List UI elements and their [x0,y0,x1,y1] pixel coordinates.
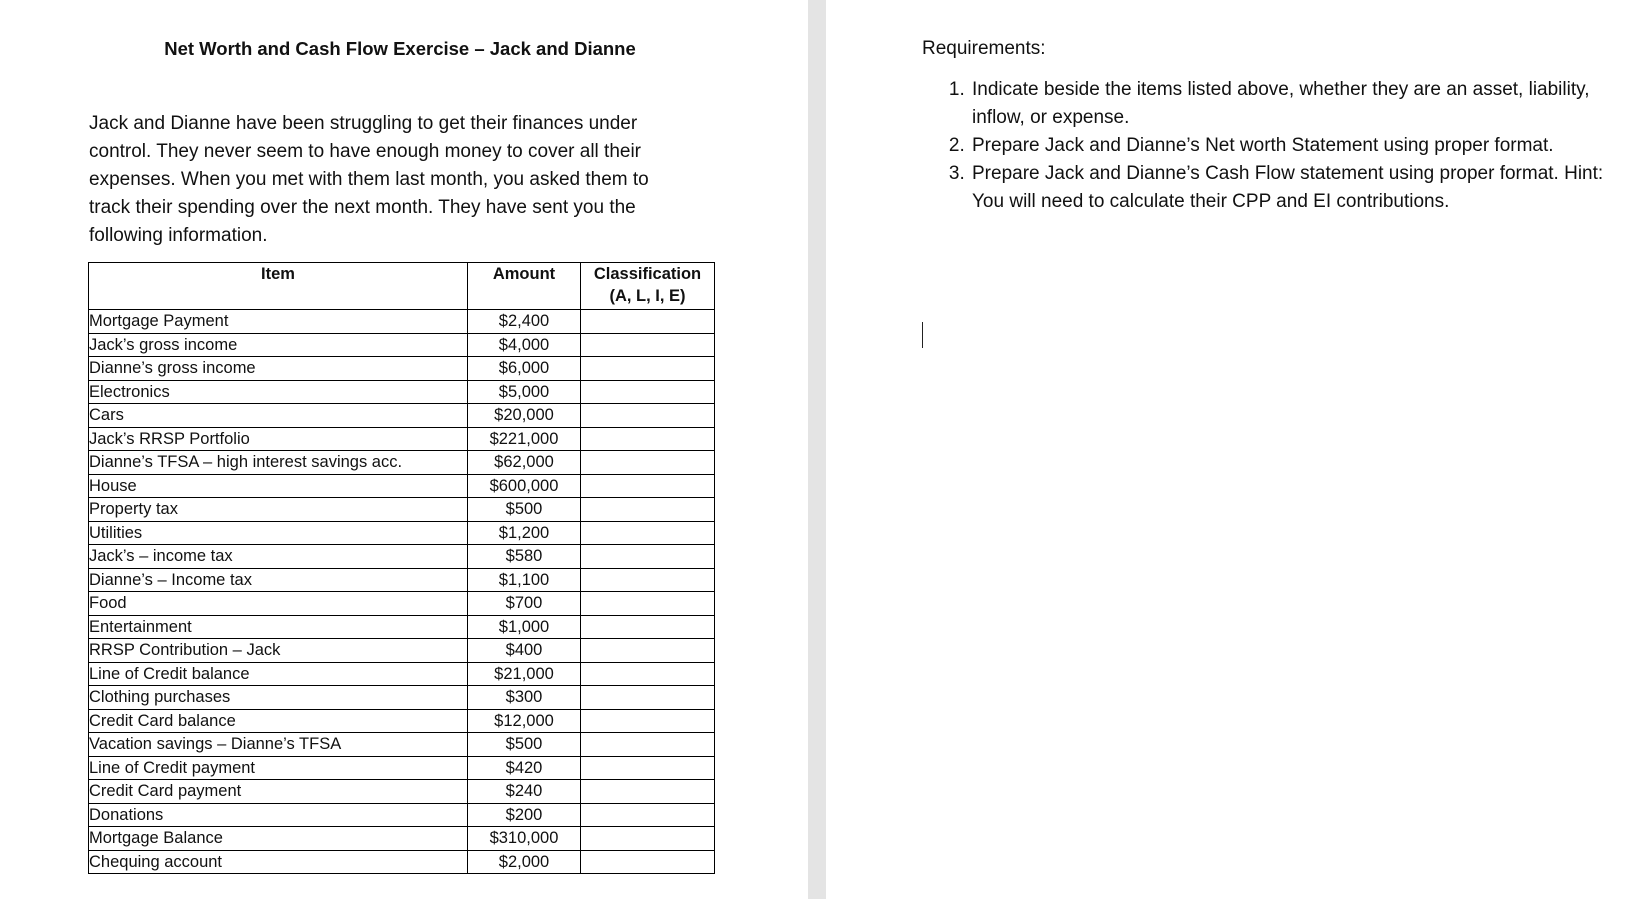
cell-classification[interactable] [581,451,715,475]
cell-classification[interactable] [581,427,715,451]
cell-item[interactable]: RRSP Contribution – Jack [89,639,468,663]
cell-amount[interactable]: $580 [468,545,581,569]
table-header-row [89,263,715,310]
items-table-body [89,310,715,874]
header-classification-line1: Classification [593,265,702,283]
cell-classification[interactable] [581,568,715,592]
cell-classification[interactable] [581,850,715,874]
table-row [89,803,715,827]
cell-classification[interactable] [581,733,715,757]
cell-amount[interactable]: $12,000 [468,709,581,733]
cell-amount[interactable]: $20,000 [468,404,581,428]
header-classification[interactable] [581,263,715,310]
cell-amount[interactable]: $2,000 [468,850,581,874]
text-cursor [922,322,923,348]
table-row [89,333,715,357]
cell-amount[interactable]: $6,000 [468,357,581,381]
table-row [89,639,715,663]
cell-amount[interactable]: $500 [468,733,581,757]
cell-item[interactable]: Dianne’s – Income tax [89,568,468,592]
cell-item[interactable]: Credit Card payment [89,780,468,804]
requirement-item-2[interactable]: 2. Prepare Jack and Dianne’s Net worth Statement using proper format. [970,132,1610,160]
cell-amount[interactable]: $5,000 [468,380,581,404]
cell-amount[interactable]: $1,100 [468,568,581,592]
cell-item[interactable]: Cars [89,404,468,428]
cell-item[interactable]: Jack’s gross income [89,333,468,357]
cell-item[interactable]: Credit Card balance [89,709,468,733]
cell-classification[interactable] [581,780,715,804]
cell-classification[interactable] [581,498,715,522]
requirements-heading[interactable]: Requirements: [922,38,1046,59]
cell-classification[interactable] [581,756,715,780]
cell-classification[interactable] [581,545,715,569]
table-row [89,545,715,569]
cell-item[interactable]: Donations [89,803,468,827]
cell-classification[interactable] [581,474,715,498]
cell-classification[interactable] [581,404,715,428]
cell-item[interactable]: Clothing purchases [89,686,468,710]
document-page-left [0,0,808,899]
cell-classification[interactable] [581,310,715,334]
cell-amount[interactable]: $300 [468,686,581,710]
cell-classification[interactable] [581,333,715,357]
cell-classification[interactable] [581,380,715,404]
cell-item[interactable]: Mortgage Balance [89,827,468,851]
table-row [89,568,715,592]
cell-item[interactable]: Dianne’s TFSA – high interest savings acc. [89,451,468,475]
cell-amount[interactable]: $310,000 [468,827,581,851]
requirements-list [922,76,1610,216]
intro-paragraph[interactable]: Jack and Dianne have been struggling to get their finances under control. They never seem to have enough money to cover all their expenses. When you met with them last month, you asked them to track their spending over the next month. They have sent you the following information. [89,113,649,246]
table-row [89,733,715,757]
table-row [89,827,715,851]
cell-item[interactable]: Property tax [89,498,468,522]
table-row [89,427,715,451]
table-row [89,780,715,804]
cell-amount[interactable]: $4,000 [468,333,581,357]
cell-classification[interactable] [581,709,715,733]
cell-amount[interactable]: $500 [468,498,581,522]
cell-amount[interactable]: $600,000 [468,474,581,498]
cell-amount[interactable]: $240 [468,780,581,804]
cell-item[interactable]: Line of Credit balance [89,662,468,686]
requirement-item-3[interactable]: 3. Prepare Jack and Dianne’s Cash Flow statement using proper format. Hint: You will need to calculate their CPP and EI contributions. [970,160,1610,216]
cell-amount[interactable]: $420 [468,756,581,780]
header-amount[interactable]: Amount [468,263,581,310]
cell-item[interactable]: Food [89,592,468,616]
cell-amount[interactable]: $200 [468,803,581,827]
header-item[interactable]: Item [89,263,468,310]
table-row [89,686,715,710]
cell-amount[interactable]: $21,000 [468,662,581,686]
table-row [89,709,715,733]
table-row [89,310,715,334]
cell-item[interactable]: Chequing account [89,850,468,874]
cell-item[interactable]: Dianne’s gross income [89,357,468,381]
table-row [89,380,715,404]
cell-amount[interactable]: $62,000 [468,451,581,475]
table-row [89,451,715,475]
cell-amount[interactable]: $221,000 [468,427,581,451]
cell-classification[interactable] [581,357,715,381]
requirement-item-1[interactable]: 1. Indicate beside the items listed above, whether they are an asset, liability, inflow, or expense. [970,76,1610,132]
page-gutter [808,0,826,899]
cell-item[interactable]: Line of Credit payment [89,756,468,780]
table-row [89,592,715,616]
table-row [89,615,715,639]
cell-item[interactable]: Utilities [89,521,468,545]
cell-item[interactable]: Entertainment [89,615,468,639]
cell-classification[interactable] [581,592,715,616]
cell-item[interactable]: Jack’s RRSP Portfolio [89,427,468,451]
cell-item[interactable]: Mortgage Payment [89,310,468,334]
cell-classification[interactable] [581,639,715,663]
cell-amount[interactable]: $1,200 [468,521,581,545]
items-table [88,262,715,874]
cell-amount[interactable]: $400 [468,639,581,663]
cell-item[interactable]: Electronics [89,380,468,404]
table-row [89,756,715,780]
cell-amount[interactable]: $1,000 [468,615,581,639]
cell-amount[interactable]: $700 [468,592,581,616]
cell-item[interactable]: Vacation savings – Dianne’s TFSA [89,733,468,757]
cell-classification[interactable] [581,615,715,639]
cell-classification[interactable] [581,803,715,827]
cell-item[interactable]: House [89,474,468,498]
document-title: Net Worth and Cash Flow Exercise – Jack and Dianne [164,38,636,59]
table-row [89,357,715,381]
cell-classification[interactable] [581,662,715,686]
table-row [89,498,715,522]
table-row [89,521,715,545]
table-row [89,850,715,874]
table-row [89,662,715,686]
table-row [89,404,715,428]
cell-amount[interactable]: $2,400 [468,310,581,334]
header-classification-line2: (A, L, I, E) [609,287,686,305]
cell-classification[interactable] [581,521,715,545]
table-row [89,474,715,498]
cell-item[interactable]: Jack’s – income tax [89,545,468,569]
cell-classification[interactable] [581,686,715,710]
cell-classification[interactable] [581,827,715,851]
